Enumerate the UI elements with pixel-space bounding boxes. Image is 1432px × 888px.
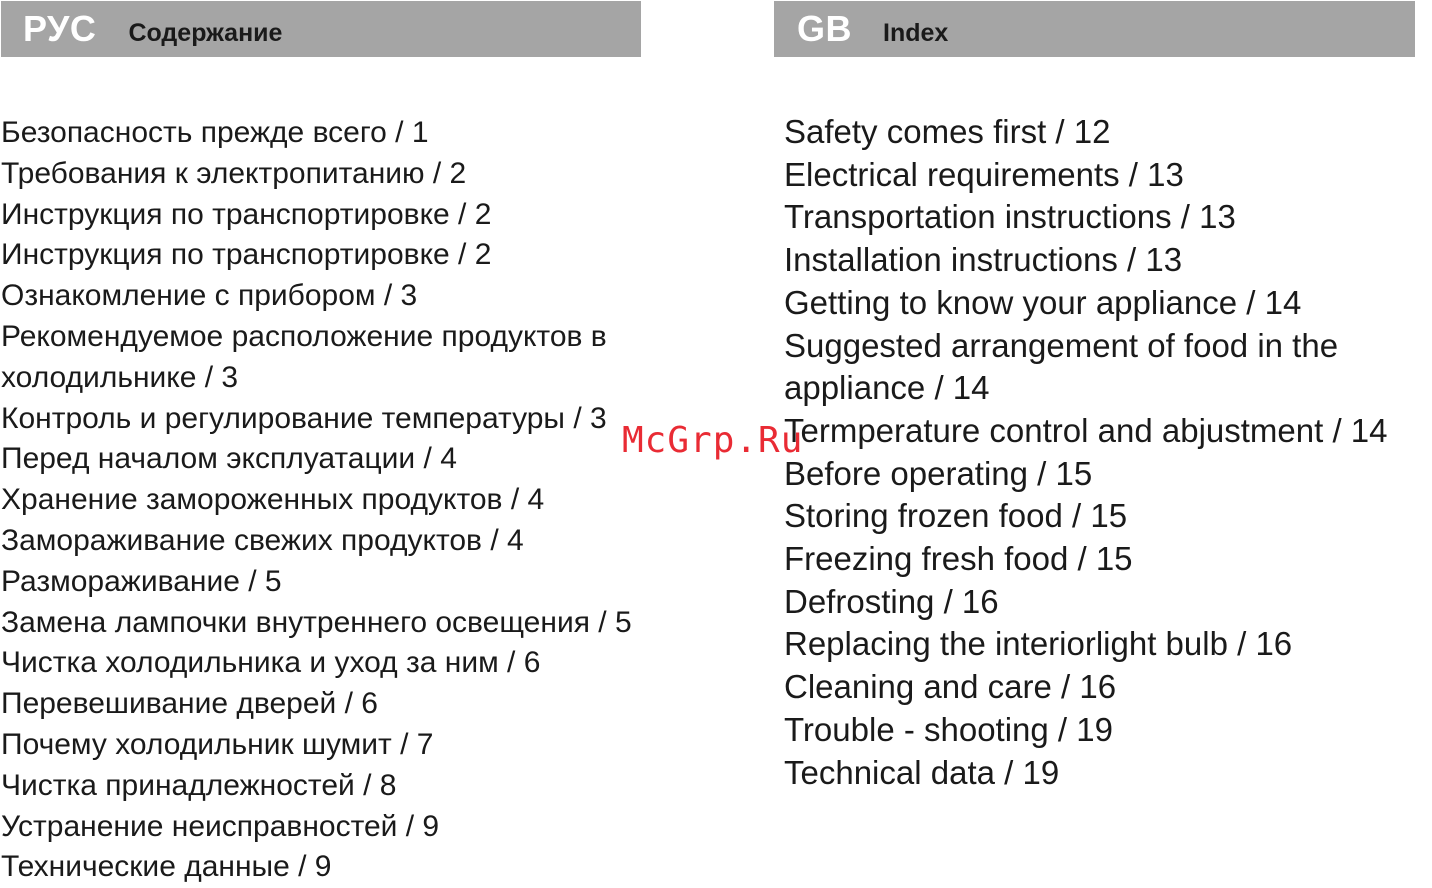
gb-contents-item: Before operating / 15 bbox=[784, 454, 1093, 492]
gb-header bbox=[774, 1, 1415, 57]
ru-contents-item: Замораживание свежих продуктов / 4 bbox=[1, 523, 524, 557]
ru-contents-item: Ознакомление с прибором / 3 bbox=[1, 279, 418, 313]
ru-contents-item: Хранение замороженных продуктов / 4 bbox=[1, 483, 545, 517]
ru-section-title: Содержание bbox=[128, 18, 283, 47]
gb-section-title: Index bbox=[883, 18, 949, 47]
gb-contents-item: Termperature control and abjustment / 14 bbox=[784, 411, 1388, 449]
ru-contents-item: Технические данные / 9 bbox=[1, 850, 332, 884]
gb-contents-item: Cleaning and care / 16 bbox=[784, 668, 1117, 706]
gb-contents-item: Installation instructions / 13 bbox=[784, 241, 1183, 279]
ru-contents-item: Рекомендуемое расположение продуктов в bbox=[1, 319, 607, 353]
ru-contents-item: Перевешивание дверей / 6 bbox=[1, 687, 378, 721]
gb-contents-item: Storing frozen food / 15 bbox=[784, 497, 1128, 535]
gb-contents-item: Defrosting / 16 bbox=[784, 582, 999, 620]
ru-contents-item: Инструкция по транспортировке / 2 bbox=[1, 197, 492, 231]
gb-lang-code: GB bbox=[797, 8, 852, 49]
ru-contents-item: Устранение неисправностей / 9 bbox=[1, 809, 440, 843]
ru-contents-item: Размораживание / 5 bbox=[1, 564, 282, 598]
ru-contents-item: Инструкция по транспортировке / 2 bbox=[1, 238, 492, 272]
ru-contents-item: Требования к электропитанию / 2 bbox=[1, 156, 467, 190]
gb-contents-list bbox=[784, 111, 1388, 794]
gb-contents-item: Transportation instructions / 13 bbox=[784, 198, 1236, 236]
gb-contents-item: Safety comes first / 12 bbox=[784, 113, 1111, 150]
ru-contents-item: Чистка принадлежностей / 8 bbox=[1, 768, 397, 802]
gb-contents-item: Trouble - shooting / 19 bbox=[784, 710, 1113, 748]
watermark-text: McGrp.Ru bbox=[622, 420, 804, 461]
ru-contents-item: Перед началом эксплуатации / 4 bbox=[1, 442, 457, 476]
ru-contents-item: Замена лампочки внутреннего освещения / 5 bbox=[1, 605, 632, 639]
ru-header bbox=[1, 1, 641, 57]
gb-contents-item: Electrical requirements / 13 bbox=[784, 155, 1184, 193]
ru-contents-item: Почему холодильник шумит / 7 bbox=[1, 727, 434, 761]
ru-lang-code: РУС bbox=[23, 8, 97, 49]
ru-contents-item: Контроль и регулирование температуры / 3 bbox=[1, 401, 607, 435]
ru-contents-item: Чистка холодильника и уход за ним / 6 bbox=[1, 646, 541, 680]
ru-contents-item: холодильнике / 3 bbox=[1, 360, 239, 394]
gb-contents-item: Freezing fresh food / 15 bbox=[784, 540, 1133, 578]
ru-contents-list bbox=[1, 113, 632, 888]
gb-contents-item: appliance / 14 bbox=[784, 369, 990, 407]
gb-contents-item: Replacing the interiorlight bulb / 16 bbox=[784, 625, 1293, 663]
gb-contents-item: Suggested arrangement of food in the bbox=[784, 326, 1339, 364]
gb-contents-item: Technical data / 19 bbox=[784, 753, 1060, 791]
ru-contents-item: Безопасность прежде всего / 1 bbox=[1, 116, 429, 149]
gb-contents-item: Getting to know your appliance / 14 bbox=[784, 283, 1302, 321]
